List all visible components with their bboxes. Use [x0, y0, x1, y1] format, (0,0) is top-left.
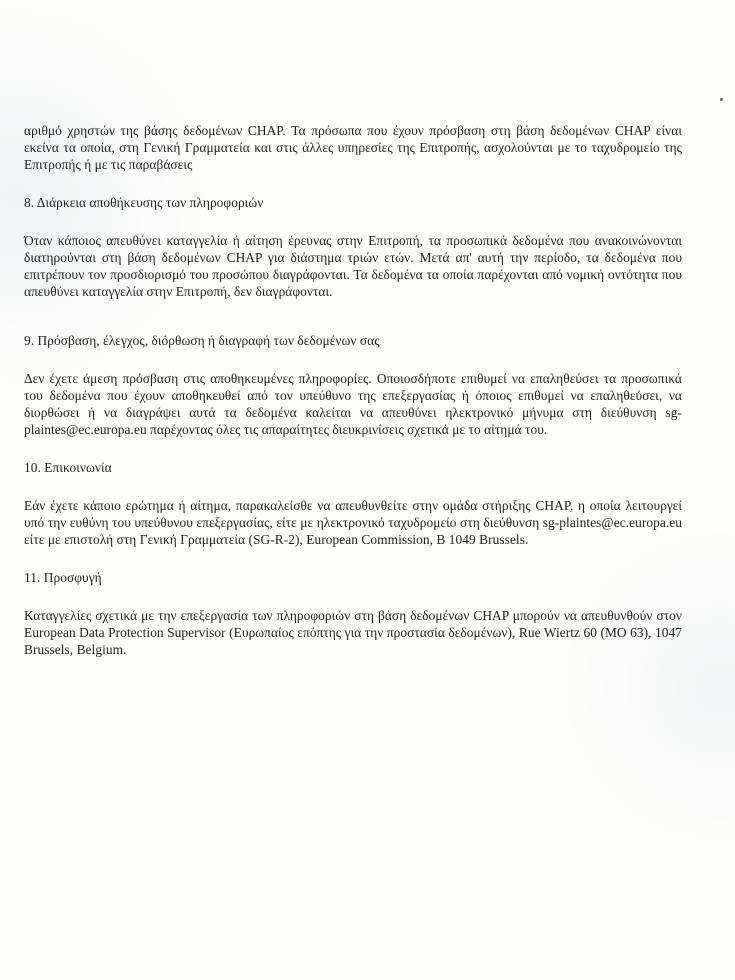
spacer	[24, 586, 682, 607]
spacer	[24, 438, 682, 459]
section-9-heading: 9. Πρόσβαση, έλεγχος, διόρθωση ή διαγραφή των δεδομένων σας	[24, 333, 380, 348]
section-9-paragraph: Δεν έχετε άμεση πρόσβαση στις αποθηκευμένες πληροφορίες. Οποιοσδήποτε επιθυμεί να επαληθεύσει τα προσωπικά του δεδομένα που έχουν αποθηκευθεί από τον υπεύθυνο της επεξεργασίας ή όποιος επιθυμεί να επαληθεύσει, να διορθώσει ή να διαγράψει αυτά τα δεδομένα καλείται να απευθύνει ηλεκτρονικό μήνυμα στη διεύθυνση sg-plaintes@ec.europa.eu παρέχοντας όλες τις απαραίτητες διευκρινίσεις σχετικά με το αίτημά του.	[24, 371, 682, 437]
document-body	[24, 122, 682, 658]
section-11-paragraph: Καταγγελίες σχετικά με την επεξεργασία των πληροφοριών στη βάση δεδομένων CHAP μπορούν να απευθυνθούν στον European Data Protection Supervisor (Ευρωπαίος επόπτης για την προστασία δεδομένων), Rue Wiertz 60 (MO 63), 1047 Brussels, Belgium.	[24, 608, 682, 657]
spacer	[24, 173, 682, 194]
section-10-heading: 10. Επικοινωνία	[24, 460, 112, 475]
spacer	[24, 476, 682, 497]
section-10-paragraph: Εάν έχετε κάποιο ερώτημα ή αίτημα, παρακαλείσθε να απευθυνθείτε στην ομάδα στήριξης CHAP, η οποία λειτουργεί υπό την ευθύνη του υπεύθυνου επεξεργασίας, είτε με ηλεκτρονικό ταχυδρομείο στη διεύθυνση sg-plaintes@ec.europa.eu είτε με επιστολή στη Γενική Γραμματεία (SG-R-2), European Commission, B 1049 Brussels.	[24, 498, 682, 547]
section-8-paragraph: Όταν κάποιος απευθύνει καταγγελία ή αίτηση έρευνας στην Επιτροπή, τα προσωπικά δεδομένα που ανακοινώνονται διατηρούνται στη βάση δεδομένων CHAP για διάστημα τριών ετών. Μετά απ' αυτή την περίοδο, τα δεδομένα που επιτρέπουν τον προσδιορισμό του προσώπου διαγράφονται. Τα δεδομένα τα οποία παρέχονται από νομική οντότητα που απευθύνει καταγγελία στην Επιτροπή, δεν διαγράφονται.	[24, 233, 682, 299]
spacer	[24, 548, 682, 569]
scan-speck	[720, 98, 723, 101]
section-8-heading: 8. Διάρκεια αποθήκευσης των πληροφοριών	[24, 195, 264, 210]
spacer	[24, 211, 682, 232]
spacer	[24, 300, 682, 332]
intro-paragraph: αριθμό χρηστών της βάσης δεδομένων CHAP. Τα πρόσωπα που έχουν πρόσβαση στη βάση δεδομένων CHAP είναι εκείνα τα οποία, στη Γενική Γραμματεία και στις άλλες υπηρεσίες της Επιτροπής, ασχολούνται με το ταχυδρομείο της Επιτροπής ή με τις παραβάσεις	[24, 123, 682, 172]
section-11-heading: 11. Προσφυγή	[24, 570, 102, 585]
spacer	[24, 349, 682, 370]
